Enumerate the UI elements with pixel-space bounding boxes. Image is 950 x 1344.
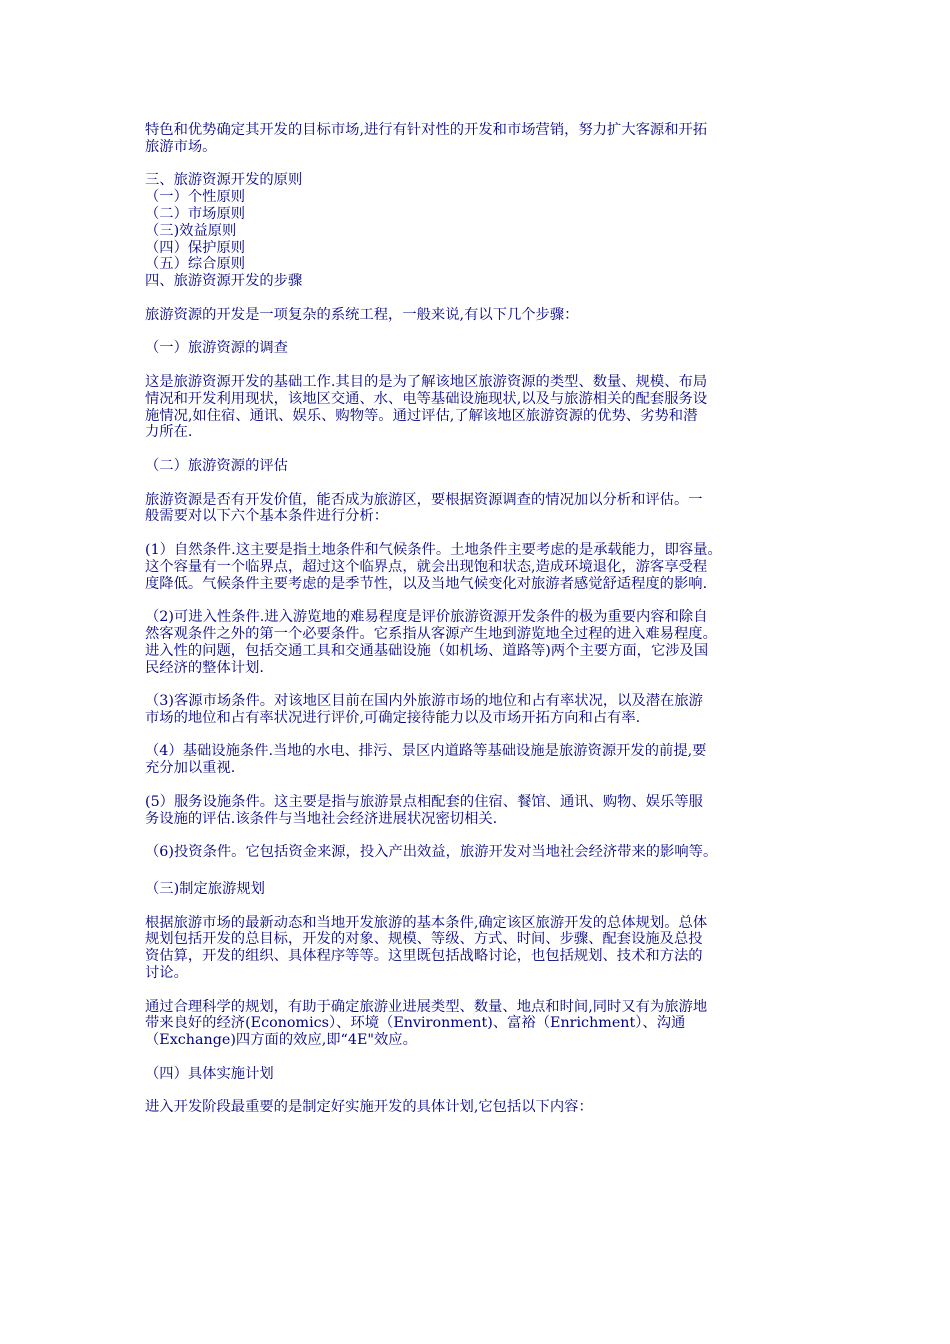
paragraph-gap <box>145 1049 815 1066</box>
text-line: 特色和优势确定其开发的目标市场,进行有针对性的开发和市场营销，努力扩大客源和开拓 <box>145 122 708 138</box>
text-line: 根据旅游市场的最新动态和当地开发旅游的基本条件,确定该区旅游开发的总体规划。总体 <box>145 914 708 931</box>
text-line: 旅游资源是否有开发价值，能否成为旅游区，要根据资源调查的情况加以分析和评估。一 <box>145 491 703 508</box>
text-line: 带来良好的经济(Economics）、环境（Environment)、富裕（Enrichment）、沟通 <box>145 1015 686 1032</box>
text-line: (5）服务设施条件。这主要是指与旅游景点相配套的住宿、餐馆、通讯、购物、娱乐等服 <box>145 793 703 810</box>
paragraph <box>145 881 815 898</box>
paragraph <box>145 542 815 592</box>
paragraph-gap <box>145 475 815 492</box>
paragraph-gap <box>145 357 815 374</box>
paragraph-gap <box>145 827 815 844</box>
text-line: （Exchange)四方面的效应,即“4E"效应。 <box>145 1032 417 1049</box>
text-line: 施情况,如住宿、通讯、娱乐、购物等。通过评估,了解该地区旅游资源的优势、劣势和潜 <box>145 407 698 424</box>
paragraph <box>145 693 815 727</box>
paragraph-gap <box>145 898 815 915</box>
text-line: 度降低。气候条件主要考虑的是季节性，以及当地气候变化对旅游者感觉舒适程度的影响. <box>145 575 708 592</box>
text-line: 三、旅游资源开发的原则 <box>145 172 303 189</box>
text-line: 进入开发阶段最重要的是制定好实施开发的具体计划,它包括以下内容： <box>145 1099 593 1116</box>
paragraph-gap <box>145 727 815 744</box>
paragraph-gap <box>145 777 815 794</box>
paragraph-gap <box>145 982 815 999</box>
paragraph <box>145 374 815 441</box>
text-line: 民经济的整体计划. <box>145 659 264 676</box>
text-line: 然客观条件之外的第一个必要条件。它系指从客源产生地到游览地全过程的进入难易程度。 <box>145 625 717 642</box>
paragraph-gap <box>145 861 815 881</box>
paragraph-gap <box>145 290 815 307</box>
paragraph <box>145 122 815 156</box>
text-line: （三)效益原则 <box>145 222 237 239</box>
text-line: 资估算，开发的组织、具体程序等等。这里既包括战略讨论，也包括规划、技术和方法的 <box>145 948 703 965</box>
text-line: 般需要对以下六个基本条件进行分析： <box>145 508 389 525</box>
text-line: (1）自然条件.这主要是指土地条件和气候条件。土地条件主要考虑的是承载能力，即容量。 <box>145 541 722 558</box>
paragraph-gap <box>145 156 815 173</box>
text-line: （二）旅游资源的评估 <box>145 457 288 474</box>
paragraph <box>145 844 815 861</box>
text-line: 这个容量有一个临界点，超过这个临界点，就会出现饱和状态,造成环境退化，游客享受程 <box>145 558 708 575</box>
paragraph <box>145 609 815 676</box>
paragraph <box>145 915 815 982</box>
text-line: 这是旅游资源开发的基础工作.其目的是为了解该地区旅游资源的类型、数量、规模、布局 <box>145 373 708 390</box>
text-line: 务设施的评估.该条件与当地社会经济进展状况密切相关. <box>145 810 498 827</box>
text-line: （二）市场原则 <box>145 205 246 222</box>
text-line: （一）旅游资源的调查 <box>145 340 288 357</box>
text-line: 市场的地位和占有率状况进行评价,可确定接待能力以及市场开拓方向和占有率. <box>145 709 641 726</box>
paragraph <box>145 340 815 357</box>
text-line: 规划包括开发的总目标，开发的对象、规模、等级、方式、时间、步骤、配套设施及总投 <box>145 931 703 948</box>
text-line: 通过合理科学的规划，有助于确定旅游业进展类型、数量、地点和时间,同时又有为旅游地 <box>145 998 708 1015</box>
text-line: （3)客源市场条件。对该地区目前在国内外旅游市场的地位和占有率状况，以及潜在旅游 <box>145 693 703 710</box>
text-line: 四、旅游资源开发的步骤 <box>145 273 303 290</box>
paragraph-gap <box>145 676 815 693</box>
text-line: （6)投资条件。它包括资金来源，投入产出效益，旅游开发对当地社会经济带来的影响等。 <box>145 844 718 861</box>
document-page <box>145 122 815 1116</box>
text-line: 旅游资源的开发是一项复杂的系统工程，一般来说,有以下几个步骤： <box>145 306 579 323</box>
paragraph <box>145 999 815 1049</box>
text-line: （五）综合原则 <box>145 256 246 273</box>
text-line: 讨论。 <box>145 965 188 982</box>
text-line: 力所在. <box>145 424 193 441</box>
text-line: （2)可进入性条件.进入游览地的难易程度是评价旅游资源开发条件的极为重要内容和除自 <box>145 609 708 626</box>
paragraph-gap <box>145 441 815 458</box>
paragraph <box>145 492 815 526</box>
text-line: 充分加以重视. <box>145 760 236 777</box>
text-line: （四）保护原则 <box>145 239 246 256</box>
paragraph <box>145 1099 815 1116</box>
text-line: 情况和开发利用现状，该地区交通、水、电等基础设施现状,以及与旅游相关的配套服务设 <box>145 390 708 407</box>
paragraph <box>145 743 815 777</box>
text-line: 旅游市场。 <box>145 138 217 155</box>
text-line: （一）个性原则 <box>145 189 246 206</box>
text-line: （4）基础设施条件.当地的水电、排污、景区内道路等基础设施是旅游资源开发的前提,要 <box>145 743 707 760</box>
text-line: 进入性的问题，包括交通工具和交通基础设施（如机场、道路等)两个主要方面，它涉及国 <box>145 642 709 659</box>
paragraph-gap <box>145 592 815 609</box>
text-line: （三)制定旅游规划 <box>145 881 265 898</box>
paragraph <box>145 458 815 475</box>
paragraph <box>145 794 815 828</box>
paragraph <box>145 172 815 290</box>
paragraph <box>145 1066 815 1083</box>
paragraph-gap <box>145 525 815 542</box>
paragraph-gap <box>145 324 815 341</box>
text-line: （四）具体实施计划 <box>145 1065 274 1082</box>
paragraph-gap <box>145 1083 815 1100</box>
paragraph <box>145 307 815 324</box>
